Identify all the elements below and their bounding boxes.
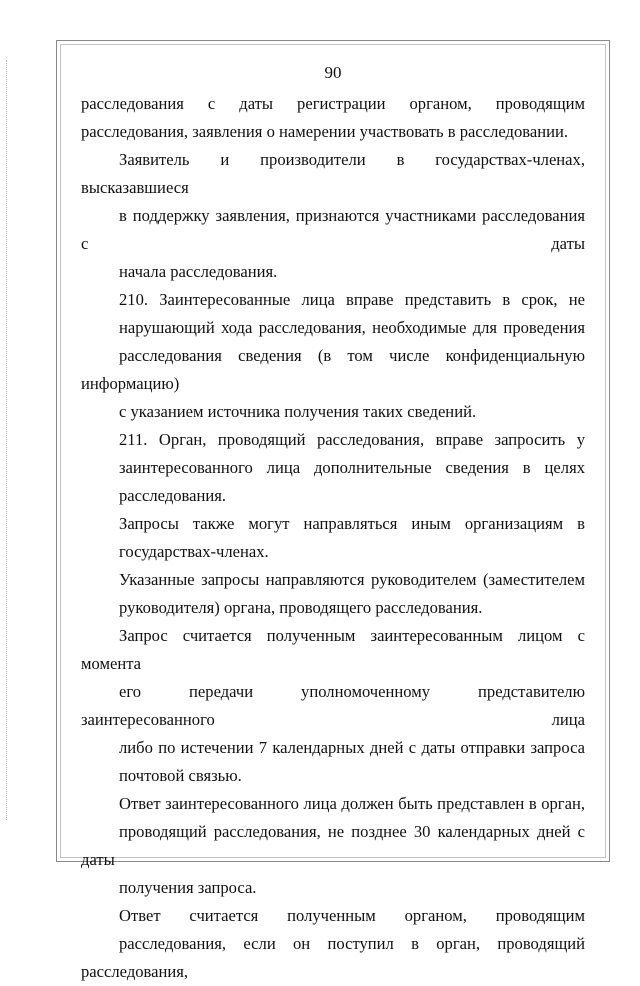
text-line: Запрос считается полученным заинтересованным лицом с момента	[81, 626, 585, 673]
text-line: нарушающий хода расследования, необходимые для проведения	[119, 318, 585, 337]
text-line: Ответ считается полученным органом, проводящим	[119, 906, 585, 925]
text-line: расследования, если он поступил в орган, проводящий расследования,	[81, 934, 585, 981]
text-line: 210. Заинтересованные лица вправе представить в срок, не	[119, 290, 585, 309]
text-line: в поддержку заявления, признаются участниками расследования с даты	[81, 206, 585, 253]
paragraph	[81, 622, 585, 790]
text-line: государствах-членах.	[119, 542, 269, 561]
paragraph	[81, 790, 585, 902]
text-line: Заявитель и производители в государствах-членах, высказавшиеся	[81, 150, 585, 197]
document-body	[81, 58, 585, 986]
paragraph	[81, 90, 585, 146]
text-line: Указанные запросы направляются руководителем (заместителем	[119, 570, 585, 589]
paragraph	[81, 902, 585, 986]
text-line: проводящий расследования, не позднее 30 календарных дней с даты	[81, 822, 585, 869]
text-line: руководителя) органа, проводящего расследования.	[119, 598, 483, 617]
text-line: либо по истечении 7 календарных дней с даты отправки запроса	[119, 738, 585, 757]
page-number: 90	[324, 63, 342, 82]
paragraph	[81, 426, 585, 510]
text-line: заинтересованного лица дополнительные сведения в целях	[119, 458, 585, 477]
paragraph	[81, 146, 585, 286]
text-line: расследования.	[119, 486, 227, 505]
text-line: получения запроса.	[119, 878, 257, 897]
paragraph	[81, 510, 585, 566]
paragraph	[81, 286, 585, 426]
text-line: начала расследования.	[119, 262, 278, 281]
paragraph-list	[81, 90, 585, 986]
text-line: с указанием источника получения таких сведений.	[119, 402, 477, 421]
text-line: Ответ заинтересованного лица должен быть представлен в орган,	[119, 794, 585, 813]
text-line: расследования, заявления о намерении участвовать в расследовании.	[81, 122, 569, 141]
text-line: Запросы также могут направляться иным организациям в	[119, 514, 585, 533]
text-line: 211. Орган, проводящий расследования, вправе запросить у	[119, 430, 585, 449]
text-line: его передачи уполномоченному представителю заинтересованного лица	[81, 682, 585, 729]
text-line: расследования с даты регистрации органом, проводящим	[81, 94, 585, 113]
text-line: расследования сведения (в том числе конфиденциальную информацию)	[81, 346, 585, 393]
paragraph	[81, 566, 585, 622]
text-line: почтовой связью.	[119, 766, 242, 785]
scan-edge-marks	[6, 60, 10, 820]
